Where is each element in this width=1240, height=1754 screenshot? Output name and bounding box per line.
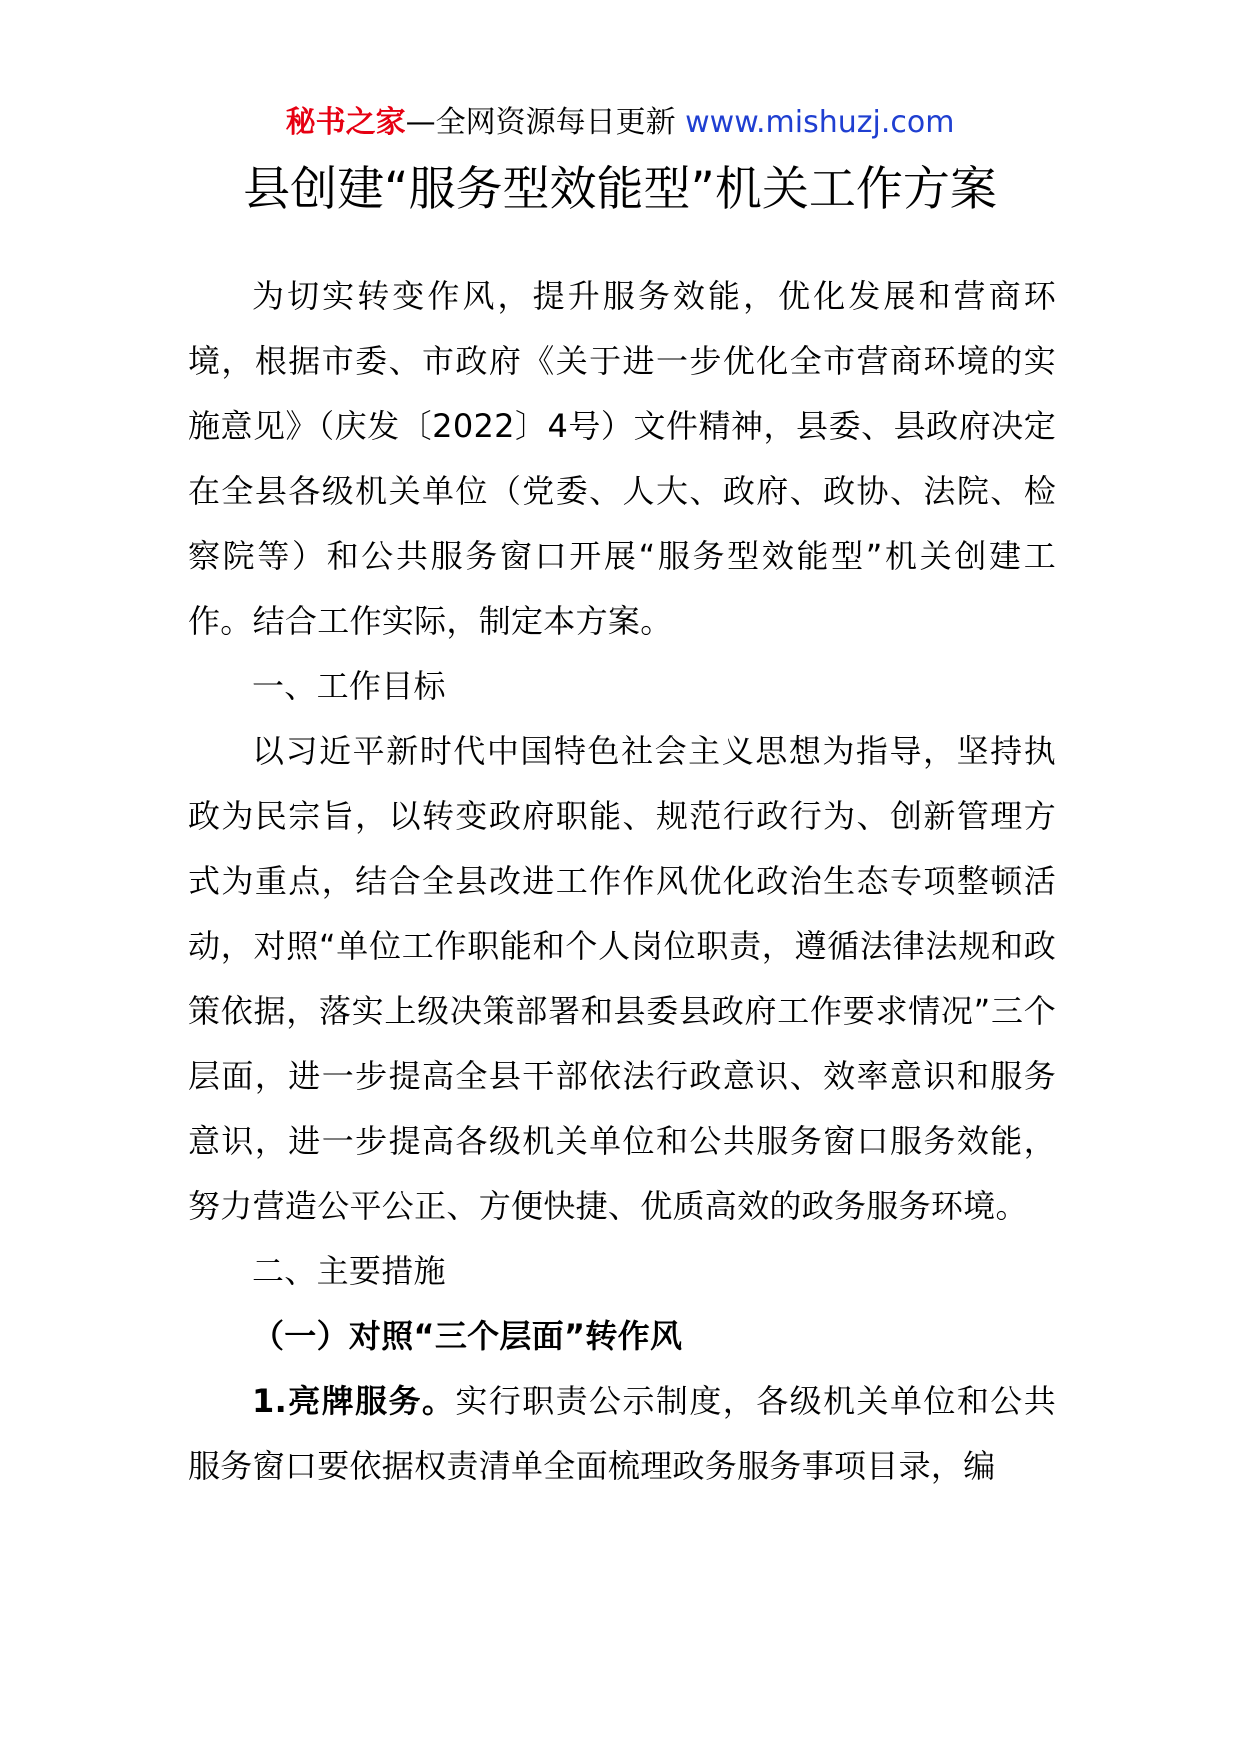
item-paragraph: [188, 1369, 1056, 1499]
section-heading-goals: 一、工作目标: [252, 667, 446, 705]
document-title: 县创建“服务型效能型”机关工作方案: [243, 162, 997, 217]
header-site-link[interactable]: www.mishuzj.com: [685, 105, 955, 140]
item-lead: 1.亮牌服务。: [252, 1382, 456, 1420]
header-brand: 秘书之家: [285, 105, 406, 140]
watermark-header: [0, 103, 1240, 143]
intro-paragraph: 为切实转变作风，提升服务效能，优化发展和营商环境，根据市委、市政府《关于进一步优化全市营商环境的实施意见》（庆发〔2022〕4号）文件精神，县委、县政府决定在全县各级机关单位（党委、人大、政府、政协、法院、检察院等）和公共服务窗口开展“服务型效能型”机关创建工作。结合工作实际，制定本方案。: [188, 277, 1056, 640]
document-body: [188, 264, 1056, 1499]
subsection-heading: （一）对照“三个层面”转作风: [252, 1317, 683, 1355]
header-tagline: —全网资源每日更新: [405, 105, 676, 140]
goals-paragraph: 以习近平新时代中国特色社会主义思想为指导，坚持执政为民宗旨，以转变政府职能、规范行政行为、创新管理方式为重点，结合全县改进工作作风优化政治生态专项整顿活动，对照“单位工作职能和个人岗位职责，遵循法律法规和政策依据，落实上级决策部署和县委县政府工作要求情况”三个层面，进一步提高全县干部依法行政意识、效率意识和服务意识，进一步提高各级机关单位和公共服务窗口服务效能，努力营造公平公正、方便快捷、优质高效的政务服务环境。: [188, 732, 1056, 1225]
section-heading-measures: 二、主要措施: [252, 1252, 446, 1290]
item-text: 实行职责公示制度，各级机关单位和公共服务窗口要依据权责清单全面梳理政务服务事项目录，编: [188, 1382, 1056, 1485]
